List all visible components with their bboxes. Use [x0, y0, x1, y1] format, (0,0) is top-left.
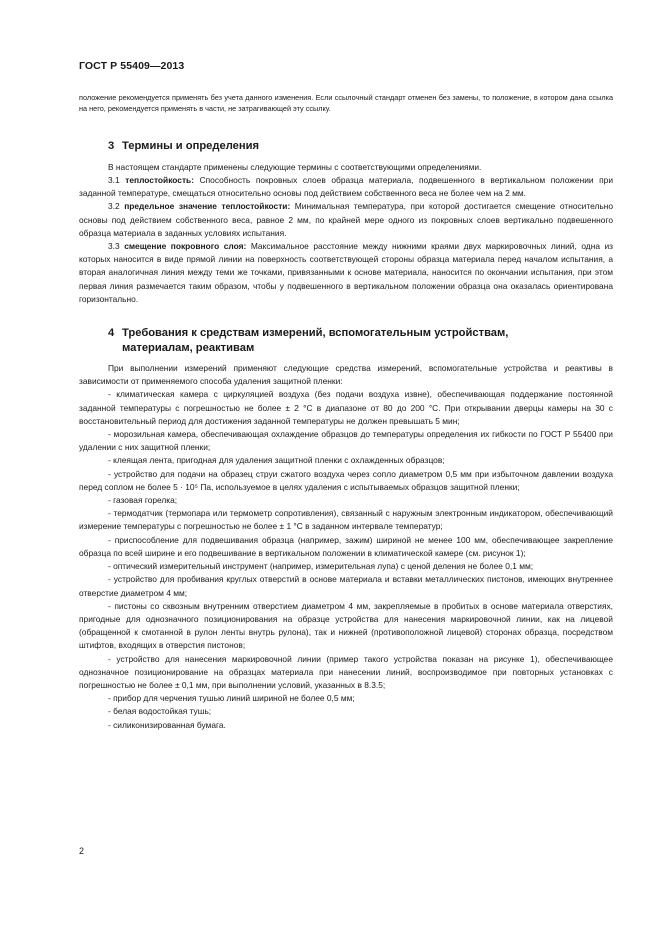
equipment-item: - термодатчик (термопара или термометр сопротивления), связанный с наружным электронным индикатором, обеспечивающий измерение температуры с погрешностью не более ± 1 °С в заданном интервале температур; — [79, 508, 613, 532]
term-name: предельное значение теплостойкости: — [124, 201, 291, 212]
equipment-item: - прибор для черчения тушью линий шириной не более 0,5 мм; — [108, 693, 355, 704]
term-number: 3.3 — [108, 241, 120, 252]
section-3-heading — [79, 139, 613, 154]
equipment-item: - приспособление для подвешивания образца (например, зажим) шириной не менее 100 мм, обеспечивающее закрепление образца по всей ширине и его подвешивание в вертикальном положении в климатической камере (см. рисунок 1); — [79, 534, 613, 558]
term-3-1 — [79, 174, 613, 200]
equipment-item: - оптический измерительный инструмент (например, измерительная лупа) с ценой деления не более 0,1 мм; — [108, 561, 534, 572]
term-name: теплостойкость: — [125, 175, 194, 186]
term-number: 3.1 — [108, 175, 120, 186]
page-number: 2 — [79, 846, 85, 856]
intro-paragraph: положение рекомендуется применять без учета данного изменения. Если ссылочный стандарт отменен без замены, то положение, в котором дана ссылка на него, рекомендуется применять в части, не затрагивающей эту ссылку. — [79, 93, 613, 114]
section-3-lead: В настоящем стандарте применены следующие термины с соответствующими определениями. — [108, 161, 482, 172]
standard-header: ГОСТ Р 55409—2013 — [79, 60, 185, 72]
section-3-number: 3 — [108, 139, 115, 152]
term-definition: Минимальная температура, при которой достигается смещение относительно основы под действием собственного веса, равное 2 мм, по крайней мере одного из покровных слоев вертикально подвешенного образца материала в заданных условиях испытания. — [79, 201, 613, 238]
section-4-title-line-1 — [108, 326, 613, 341]
page-content — [79, 92, 613, 732]
term-definition: Максимальное расстояние между нижними краями двух маркировочных линий, одна из которых наносится в виде прямой линии на поверхность соответствующей стороны образца материала перед началом испытания, а вторая аналогичная линия между теми же точками, привязанными к основе материала, наносится по окончании испытания, при этом первая линия размечается таким образом, чтобы у подвешенного в вертикальном положении образца она оказалась ориентирована горизонтально. — [79, 241, 614, 304]
term-definition: Способность покровных слоев образца материала, подвешенного в вертикальном положении при заданной температуре, смещаться относительно основы под действием собственного веса не более чем на 2 мм. — [79, 175, 614, 199]
equipment-item: - устройство для нанесения маркировочной линии (пример такого устройства показан на рисунке 1), обеспечивающее однозначное позиционирование на образцах материала при нанесении линий, воспроизводимое при повторных установках с погрешностью не более ± 0,1 мм, при выполнении условий, указанных в 8.3.5; — [79, 653, 613, 690]
term-number: 3.2 — [108, 201, 120, 212]
equipment-item: - белая водостойкая тушь; — [108, 706, 212, 717]
term-3-3 — [79, 240, 613, 306]
section-4-title-part-2: материалам, реактивам — [122, 342, 255, 355]
term-name: смещение покровного слоя: — [124, 241, 247, 252]
section-4-title-part-1: Требования к средствам измерений, вспомогательным устройствам, — [122, 327, 509, 340]
equipment-item: - устройство для пробивания круглых отверстий в основе материала и вставки металлических пистонов, имеющих внутреннее отверстие диаметром 4 мм; — [79, 574, 613, 598]
equipment-item: - газовая горелка; — [108, 495, 178, 506]
section-3-title: Термины и определения — [122, 139, 260, 152]
equipment-item: - морозильная камера, обеспечивающая охлаждение образцов до температуры определения их гибкости по ГОСТ Р 55400 при удалении с них защитной пленки; — [79, 429, 613, 453]
section-4-number: 4 — [108, 327, 115, 340]
section-4-heading — [79, 326, 613, 356]
section-4-lead: При выполнении измерений применяют следующие средства измерений, вспомогательные устройства и реактивы в зависимости от применяемого способа удаления защитной пленки: — [79, 363, 613, 387]
equipment-item: - силиконизированная бумага. — [108, 719, 226, 730]
term-3-2 — [79, 200, 613, 240]
equipment-item: - устройство для подачи на образец струи сжатого воздуха через сопло диаметром 0,5 мм при избыточном давлении воздуха перед соплом не более 5 · 10⁵ Па, используемое в целях удаления с испытываемых образцов защитной пленки; — [79, 468, 613, 492]
equipment-item: - климатическая камера с циркуляцией воздуха (без подачи воздуха извне), обеспечивающая поддержание постоянной заданной температуры с погрешностью не более ± 2 °С в диапазоне от 80 до 200 °С. При открывании дверцы камеры на 30 с восстановительный период для достижения заданной температуры не должен превышать 5 мин; — [79, 389, 613, 426]
equipment-item: - пистоны со сквозным внутренним отверстием диаметром 4 мм, закрепляемые в пробитых в основе материала отверстиях, пригодные для однозначного позиционирования на образце устройства для нанесения маркировочной линии, как на лицевой (обращенной к смотанной в рулон ленты внутрь рулона), так и нижней (противоположной лицевой) сторонах образца, посредством штифтов, входящих в отверстия пистонов; — [79, 600, 613, 651]
equipment-item: - клеящая лента, пригодная для удаления защитной пленки с охлажденных образцов; — [108, 455, 445, 466]
